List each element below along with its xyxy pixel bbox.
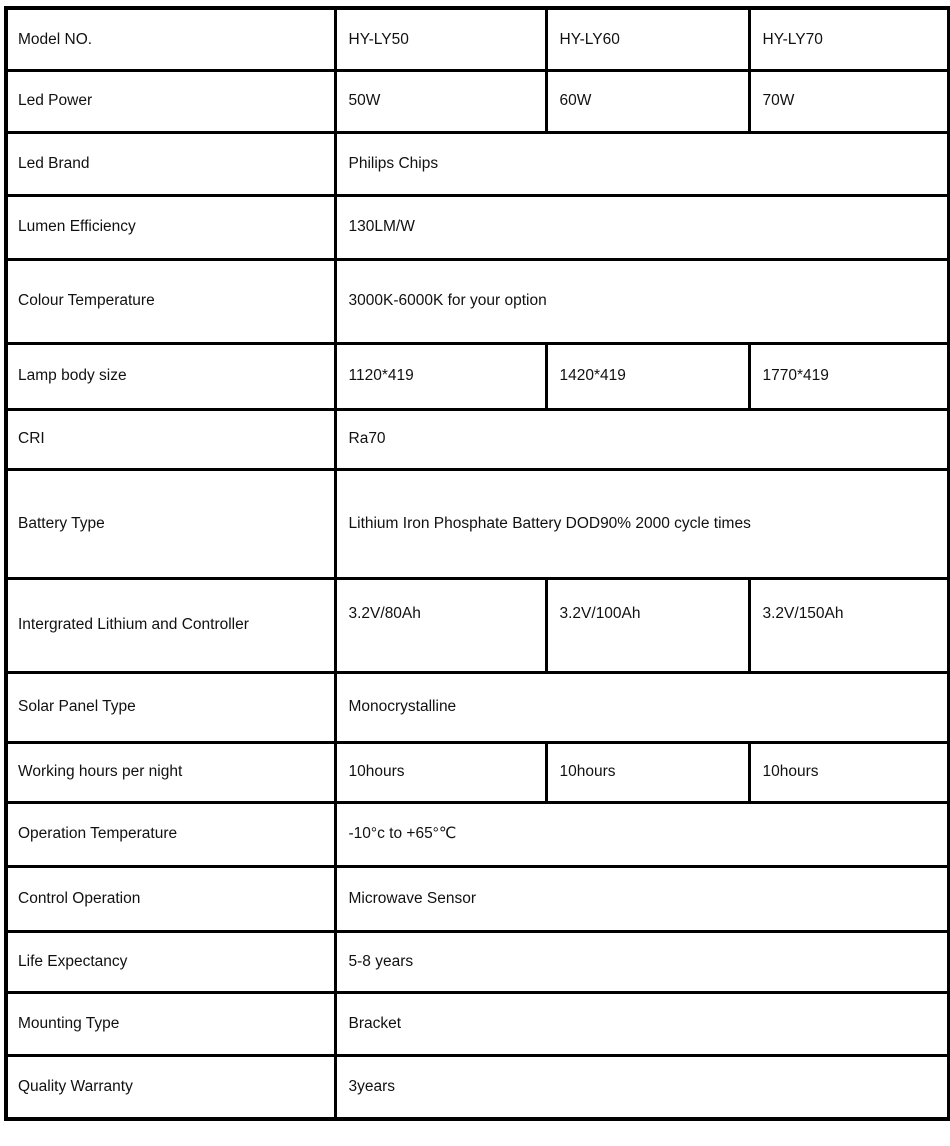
spec-label: Working hours per night [6,742,335,802]
spec-value: 5-8 years [335,931,949,992]
spec-label: CRI [6,409,335,469]
spec-value: 3.2V/150Ah [749,578,949,672]
spec-value: 10hours [749,742,949,802]
spec-value: 3.2V/100Ah [546,578,749,672]
table-row [6,259,949,343]
spec-value: Monocrystalline [335,672,949,742]
spec-label: Lamp body size [6,343,335,409]
spec-label: Solar Panel Type [6,672,335,742]
spec-table [4,6,950,1121]
table-row [6,931,949,992]
table-row [6,866,949,931]
table-row [6,8,949,70]
spec-label: Control Operation [6,866,335,931]
table-row [6,469,949,578]
table-row [6,132,949,195]
spec-value: 10hours [546,742,749,802]
spec-label: Quality Warranty [6,1055,335,1119]
spec-value: 1120*419 [335,343,546,409]
spec-label: Colour Temperature [6,259,335,343]
spec-value: 10hours [335,742,546,802]
spec-value: HY-LY70 [749,8,949,70]
spec-value: HY-LY50 [335,8,546,70]
spec-value: Lithium Iron Phosphate Battery DOD90% 2000 cycle times [335,469,949,578]
spec-value: HY-LY60 [546,8,749,70]
spec-table-body [6,8,949,1119]
table-row [6,409,949,469]
spec-value: 3years [335,1055,949,1119]
table-row [6,70,949,132]
spec-label: Led Brand [6,132,335,195]
spec-label: Mounting Type [6,992,335,1055]
table-row [6,992,949,1055]
spec-value: Bracket [335,992,949,1055]
spec-label: Operation Temperature [6,802,335,866]
spec-label: Battery Type [6,469,335,578]
spec-value: 70W [749,70,949,132]
spec-label: Lumen Efficiency [6,195,335,259]
spec-label: Led Power [6,70,335,132]
table-row [6,1055,949,1119]
table-row [6,672,949,742]
spec-value: 3000K-6000K for your option [335,259,949,343]
table-row [6,343,949,409]
spec-value: 3.2V/80Ah [335,578,546,672]
table-row [6,802,949,866]
spec-value: Microwave Sensor [335,866,949,931]
spec-value: 1770*419 [749,343,949,409]
spec-value: Philips Chips [335,132,949,195]
table-row [6,742,949,802]
spec-value: 1420*419 [546,343,749,409]
table-row [6,195,949,259]
spec-label: Life Expectancy [6,931,335,992]
spec-label: Model NO. [6,8,335,70]
spec-label: Intergrated Lithium and Controller [6,578,335,672]
spec-value: Ra70 [335,409,949,469]
table-row [6,578,949,672]
spec-value: 130LM/W [335,195,949,259]
spec-value: 50W [335,70,546,132]
spec-value: 60W [546,70,749,132]
spec-value: -10°c to +65°℃ [335,802,949,866]
